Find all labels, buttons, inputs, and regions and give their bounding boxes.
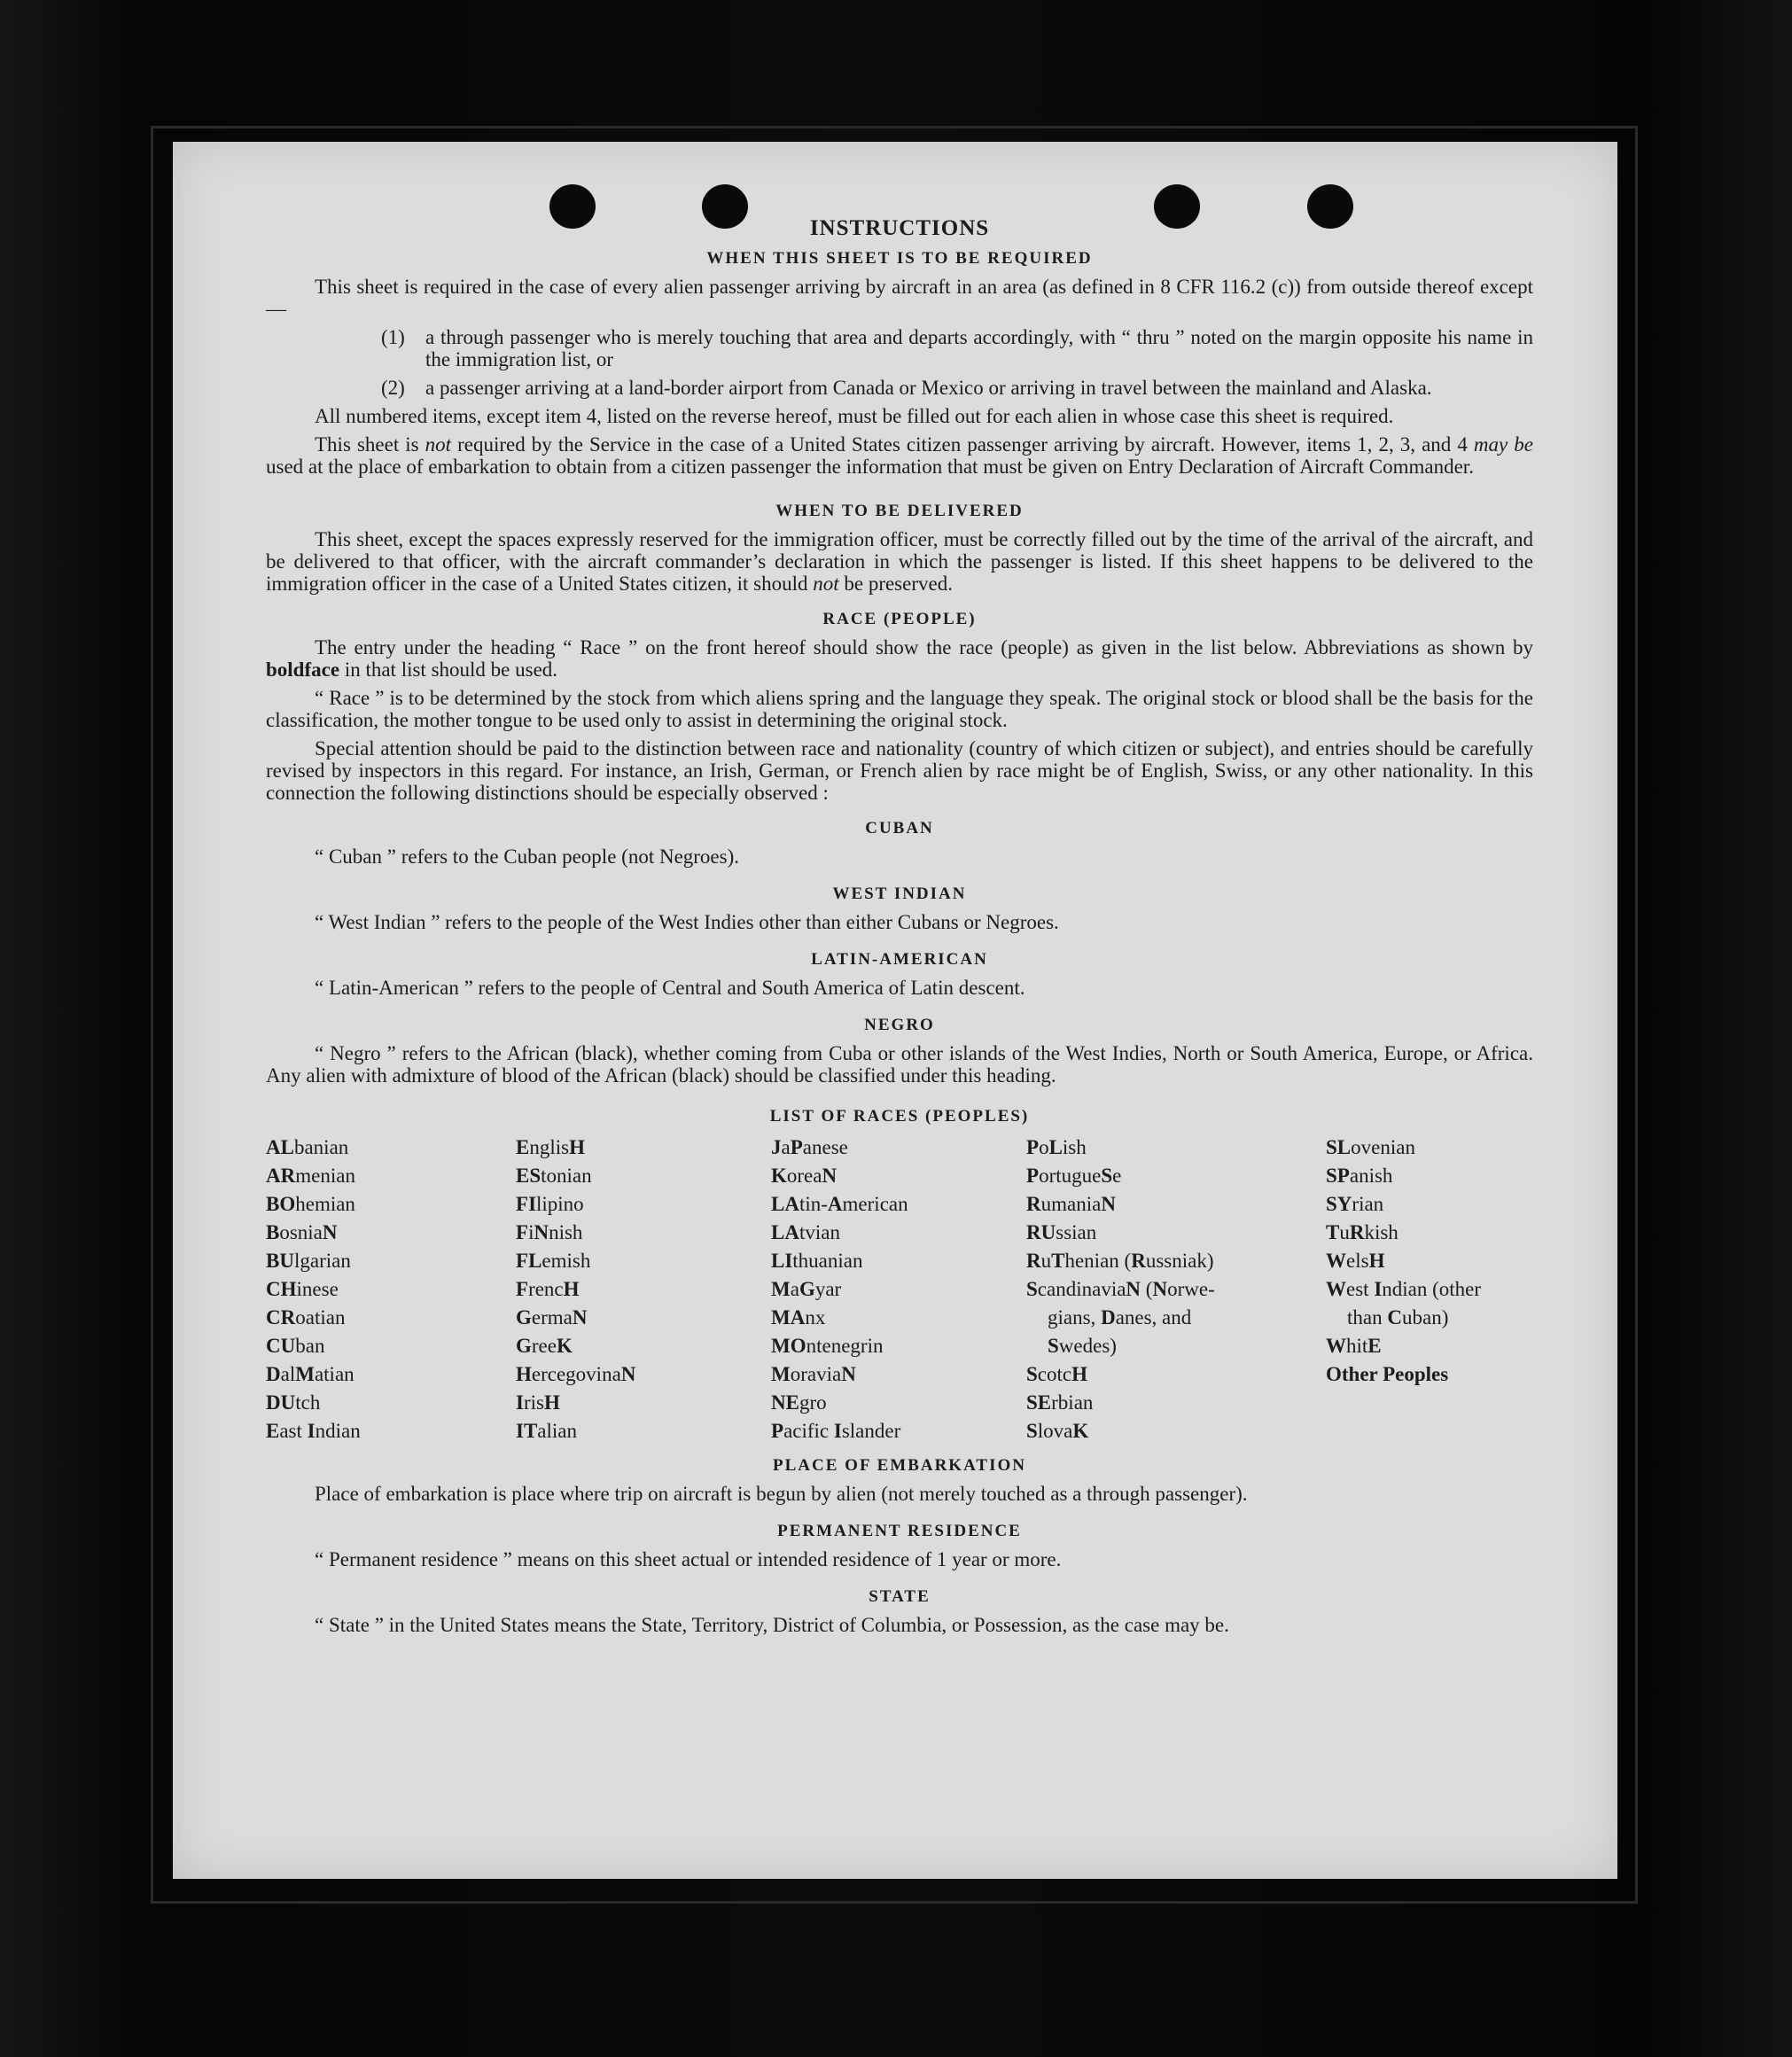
race-entry: WhitE xyxy=(1326,1335,1382,1357)
heading-cuban: CUBAN xyxy=(865,819,934,838)
heading-embarkation: PLACE OF EMBARKATION xyxy=(773,1456,1026,1475)
race-list xyxy=(266,1134,1533,1445)
race-entry: RumaniaN xyxy=(1026,1193,1116,1215)
race-entry-continued: gians, Danes, and xyxy=(1048,1306,1192,1328)
race-entry: MoraviaN xyxy=(771,1363,856,1385)
text-run: in that list should be used. xyxy=(339,658,558,681)
race-entry: TuRkish xyxy=(1326,1221,1399,1243)
text-run: This sheet, except the spaces expressly reserved for the immigration officer, must be correctly filled out by the time of the arrival of the aircraft, and be delivered to that officer, with the aircraft commander’s declaration in which the passenger is listed. If this sheet happens to be delivered to the immigration officer in the case of a United States citizen, it should xyxy=(266,528,1533,595)
text-run: used at the place of embarkation to obtain from a citizen passenger the information that must be given on Entry Declaration of Aircraft Commander. xyxy=(266,456,1474,478)
race-column-3 xyxy=(771,1134,1026,1445)
state-text: “ State ” in the United States means the State, Territory, District of Columbia, or Possession, as the case may be. xyxy=(315,1614,1229,1636)
race-entry: PortugueSe xyxy=(1026,1165,1122,1187)
emphasis: not xyxy=(813,573,839,595)
race-entry: EnglisH xyxy=(516,1136,585,1158)
heading-permanent-residence: PERMANENT RESIDENCE xyxy=(777,1522,1022,1540)
item-text: a passenger arriving at a land-border airport from Canada or Mexico or arriving in travel between the mainland and Alaska. xyxy=(425,377,1432,399)
citizen-text xyxy=(266,433,1533,478)
race-entry: FLemish xyxy=(516,1250,591,1272)
heading-west-indian: WEST INDIAN xyxy=(832,884,967,903)
exception-item-1 xyxy=(381,326,1533,370)
race-entry: CHinese xyxy=(266,1278,339,1300)
race-entry: MAnx xyxy=(771,1306,826,1328)
emphasis: not xyxy=(425,433,452,456)
race-entry: EStonian xyxy=(516,1165,592,1187)
exception-item-2 xyxy=(381,377,1533,399)
race-entry: BOhemian xyxy=(266,1193,355,1215)
numbered-items-text: All numbered items, except item 4, listed on the reverse hereof, must be filled out for each alien in whose case this sheet is required. xyxy=(315,405,1394,427)
heading-state: STATE xyxy=(869,1587,931,1606)
race-entry-continued: Swedes) xyxy=(1048,1335,1117,1357)
item-text: a through passenger who is merely touching that area and departs accordingly, with “ thru ” noted on the margin opposite his name in the immigration list, or xyxy=(425,326,1533,370)
permanent-residence-text: “ Permanent residence ” means on this sheet actual or intended residence of 1 year or more. xyxy=(315,1548,1062,1570)
race-entry: CUban xyxy=(266,1335,325,1357)
race-paragraph-1 xyxy=(266,636,1533,681)
west-indian-text: “ West Indian ” refers to the people of the West Indies other than either Cubans or Negroes. xyxy=(315,911,1059,933)
heading-negro: NEGRO xyxy=(864,1016,935,1034)
heading-delivered: WHEN TO BE DELIVERED xyxy=(775,502,1024,520)
race-entry: GermaN xyxy=(516,1306,588,1328)
race-entry: MaGyar xyxy=(771,1278,842,1300)
race-entry: PoLish xyxy=(1026,1136,1087,1158)
item-number: (2) xyxy=(381,377,405,399)
text-run: be preserved. xyxy=(838,573,953,595)
race-entry: SlovaK xyxy=(1026,1420,1089,1442)
page-title: INSTRUCTIONS xyxy=(809,216,990,240)
race-entry: FrencH xyxy=(516,1278,580,1300)
race-paragraph-3: Special attention should be paid to the distinction between race and nationality (country of which citizen or subject), and entries should be carefully revised by inspectors in this regard. For instance, an Irish, German, or French alien by race might be of English, Swiss, or any other nationality. In this connection the following distinctions should be especially observed : xyxy=(266,737,1533,804)
race-entry: IrisH xyxy=(516,1391,560,1414)
race-entry: DalMatian xyxy=(266,1363,355,1385)
race-entry: WelsH xyxy=(1326,1250,1385,1272)
race-entry: GreeK xyxy=(516,1335,573,1357)
race-entry: BUlgarian xyxy=(266,1250,351,1272)
race-entry: BosniaN xyxy=(266,1221,338,1243)
race-paragraph-2: “ Race ” is to be determined by the stock from which aliens spring and the language they speak. The original stock or blood shall be the basis for the classification, the mother tongue to be used only to assist in determining the original stock. xyxy=(266,687,1533,731)
race-column-2 xyxy=(516,1134,771,1445)
race-entry: CRoatian xyxy=(266,1306,346,1328)
text-run: The entry under the heading “ Race ” on the front hereof should show the race (people) as given in the list below. Abbreviations as shown by xyxy=(315,636,1533,658)
embarkation-text: Place of embarkation is place where trip on aircraft is begun by alien (not merely touched as a through passenger). xyxy=(315,1483,1248,1505)
heading-latin-american: LATIN-AMERICAN xyxy=(811,950,988,969)
text-run: required by the Service in the case of a United States citizen passenger arriving by aircraft. However, items 1, 2, 3, and 4 xyxy=(451,433,1474,456)
race-entry: ARmenian xyxy=(266,1165,355,1187)
race-entry: SPanish xyxy=(1326,1165,1393,1187)
race-entry: MOntenegrin xyxy=(771,1335,884,1357)
race-entry: NEgro xyxy=(771,1391,827,1414)
race-entry: SYrian xyxy=(1326,1193,1384,1215)
delivered-text xyxy=(266,528,1533,595)
race-entry: West Indian (other xyxy=(1326,1278,1482,1300)
race-entry: Pacific Islander xyxy=(771,1420,901,1442)
race-entry: SErbian xyxy=(1026,1391,1094,1414)
race-entry: LIthuanian xyxy=(771,1250,863,1272)
race-column-4 xyxy=(1026,1134,1326,1445)
bold-word: boldface xyxy=(266,658,340,681)
race-entry: HercegovinaN xyxy=(516,1363,636,1385)
race-entry: FIlipino xyxy=(516,1193,584,1215)
race-entry: ITalian xyxy=(516,1420,577,1442)
item-number: (1) xyxy=(381,326,405,348)
race-entry: East Indian xyxy=(266,1420,361,1442)
heading-required: WHEN THIS SHEET IS TO BE REQUIRED xyxy=(706,249,1093,268)
race-entry: LAtin-American xyxy=(771,1193,908,1215)
latin-american-text: “ Latin-American ” refers to the people of Central and South America of Latin descent. xyxy=(315,977,1025,999)
race-column-1 xyxy=(266,1134,516,1445)
race-entry: JaPanese xyxy=(771,1136,848,1158)
race-entry: ScotcH xyxy=(1026,1363,1087,1385)
race-column-5 xyxy=(1326,1134,1530,1445)
race-entry: Other Peoples xyxy=(1326,1363,1449,1385)
emphasis: may be xyxy=(1473,433,1534,456)
race-entry: SLovenian xyxy=(1326,1136,1415,1158)
heading-race: RACE (PEOPLE) xyxy=(822,610,977,628)
race-entry: RuThenian (Russniak) xyxy=(1026,1250,1214,1272)
required-intro: This sheet is required in the case of every alien passenger arriving by aircraft in an area (as defined in 8 CFR 116.2 (c)) from outside thereof except — xyxy=(266,276,1533,320)
cuban-text: “ Cuban ” refers to the Cuban people (not Negroes). xyxy=(315,845,740,868)
race-entry: ScandinaviaN (Norwe- xyxy=(1026,1278,1215,1300)
race-entry: LAtvian xyxy=(771,1221,840,1243)
race-entry: DUtch xyxy=(266,1391,321,1414)
heading-list-of-races: LIST OF RACES (PEOPLES) xyxy=(769,1107,1030,1126)
race-entry: ALbanian xyxy=(266,1136,349,1158)
negro-text: “ Negro ” refers to the African (black), whether coming from Cuba or other islands of the West Indies, North or South America, Europe, or Africa. Any alien with admixture of blood of the African (black) should be classified under this heading. xyxy=(266,1042,1533,1087)
race-entry: KoreaN xyxy=(771,1165,838,1187)
text-run: This sheet is xyxy=(315,433,425,456)
race-entry: FiNnish xyxy=(516,1221,583,1243)
document-page xyxy=(173,142,1617,1879)
race-entry: RUssian xyxy=(1026,1221,1097,1243)
race-entry-continued: than Cuban) xyxy=(1347,1306,1449,1328)
document-content xyxy=(266,217,1533,1642)
